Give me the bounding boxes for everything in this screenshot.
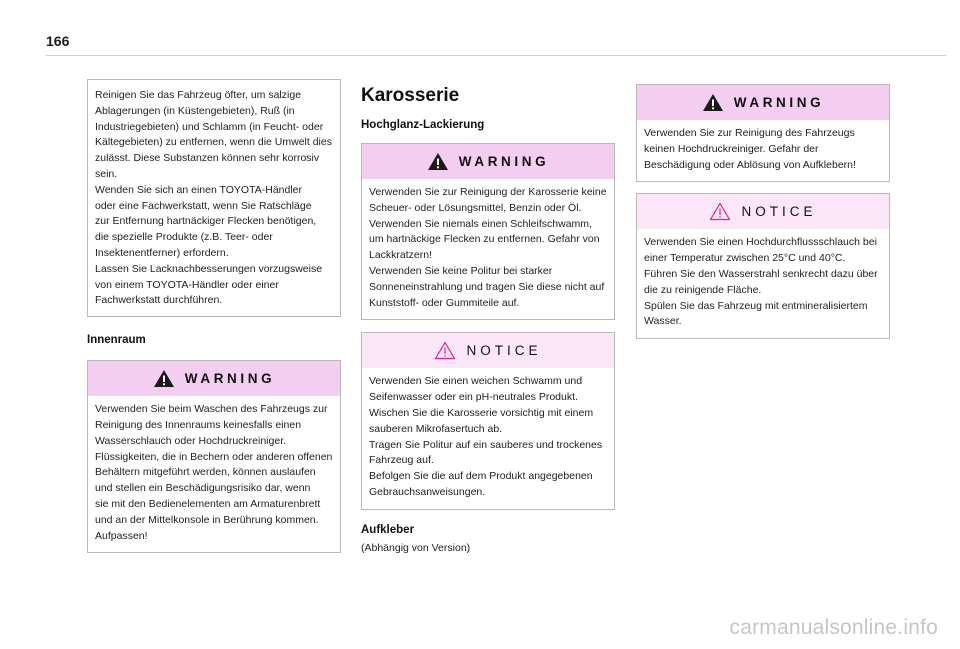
gloss-warning-text: Verwenden Sie zur Reinigung der Karosserie keine Scheuer- oder Lösungsmittel, Benzin oder Öl. Verwenden Sie niemals einen Schleifschwamm, um hartnäckige Flecken zu entfernen. Gefahr von Lackkratzern! Verwenden Sie keine Politur bei starker Sonneneinstrahlung und tragen Sie diese nicht auf Kunststoff- oder Gummiteile auf. <box>369 186 607 309</box>
warning-title: WARNING <box>184 371 276 387</box>
stickers-text: (Abhängig von Version) <box>361 541 471 554</box>
intro-text: Reinigen Sie das Fahrzeug öfter, um salzige Ablagerungen (in Küstengebieten), Ruß (in Industriegebieten) und Schlamm (in Feucht- oder Kältegebieten) zu entfernen, wenn die Umwelt dies zulässt. Diese Substanzen können sehr korrosiv sein. Wenden Sie sich an einen TOYOTA-Händler oder eine Fachwerkstatt, wenn Sie Ratschläge zur Entfernung hartnäckiger Flecken benötigen, die spezielle Produkte (z.B. Teer- oder Insektenentferner) erfordern. Lassen Sie Lacknachbesserungen vorzugsweise von einem TOYOTA-Händler oder einer Fachwerkstatt durchführen. <box>95 89 332 307</box>
notice-body <box>362 368 614 508</box>
notice-triangle-outline-icon <box>434 341 456 360</box>
gloss-warning-box <box>361 143 615 320</box>
watermark: carmanualsonline.info <box>729 616 938 639</box>
interior-warning-box <box>87 360 341 553</box>
stickers-notice-text: Verwenden Sie einen Hochdurchflussschlauch bei einer Temperatur zwischen 25°C und 40°C. Führen Sie den Wasserstrahl senkrecht dazu über die zu reinigende Fläche. Spülen Sie das Fahrzeug mit entmineralisiertem Wasser. <box>644 236 878 328</box>
notice-header <box>637 194 889 229</box>
gloss-notice-box <box>361 332 615 509</box>
notice-title: NOTICE <box>741 204 817 220</box>
column-middle <box>361 79 615 554</box>
warning-header <box>362 144 614 179</box>
stickers-warning-text: Verwenden Sie zur Reinigung des Fahrzeugs keinen Hochdruckreiniger. Gefahr der Beschädigung oder Ablösung von Aufklebern! <box>644 127 856 171</box>
section-title: Karosserie <box>361 85 460 106</box>
interior-heading: Innenraum <box>87 334 146 347</box>
notice-body <box>637 229 889 338</box>
warning-title: WARNING <box>458 154 550 169</box>
warning-triangle-icon <box>702 93 724 112</box>
notice-title: NOTICE <box>466 343 542 359</box>
notice-triangle-outline-icon <box>709 202 731 221</box>
stickers-heading: Aufkleber <box>361 523 415 536</box>
warning-triangle-icon <box>427 152 449 171</box>
interior-warning-text: Verwenden Sie beim Waschen des Fahrzeugs zur Reinigung des Innenraums keinesfalls einen Wasserschlauch oder Hochdruckreiniger. Flüssigkeiten, die in Bechern oder anderen offenen Behältern mitgeführt werden, können auslaufen und stellen ein Beschädigungsrisiko dar, wenn sie mit den Bedienelementen am Armaturenbrett und an der Mittelkonsole in Berührung kommen. Aufpassen! <box>95 403 333 542</box>
column-right <box>636 84 890 339</box>
stickers-notice-box <box>636 193 890 339</box>
warning-body <box>362 179 614 319</box>
header-divider <box>46 55 946 56</box>
warning-header <box>637 85 889 120</box>
notice-header <box>362 333 614 368</box>
intro-box <box>87 79 341 317</box>
gloss-heading: Hochglanz-Lackierung <box>361 119 485 131</box>
column-left <box>87 79 341 553</box>
warning-triangle-icon <box>153 369 175 388</box>
warning-body <box>637 120 889 181</box>
stickers-warning-box <box>636 84 890 182</box>
gloss-notice-text: Verwenden Sie einen weichen Schwamm und Seifenwasser oder ein pH-neutrales Produkt. Wischen Sie die Karosserie vorsichtig mit einem sauberen Mikrofasertuch ab. Tragen Sie Politur auf ein sauberes und trockenes Fahrzeug auf. Befolgen Sie die auf dem Produkt angegebenen Gebrauchsanweisungen. <box>369 375 603 498</box>
warning-header <box>88 361 340 396</box>
warning-body <box>88 396 340 552</box>
warning-title: WARNING <box>733 95 825 110</box>
page-number: 166 <box>46 33 70 49</box>
